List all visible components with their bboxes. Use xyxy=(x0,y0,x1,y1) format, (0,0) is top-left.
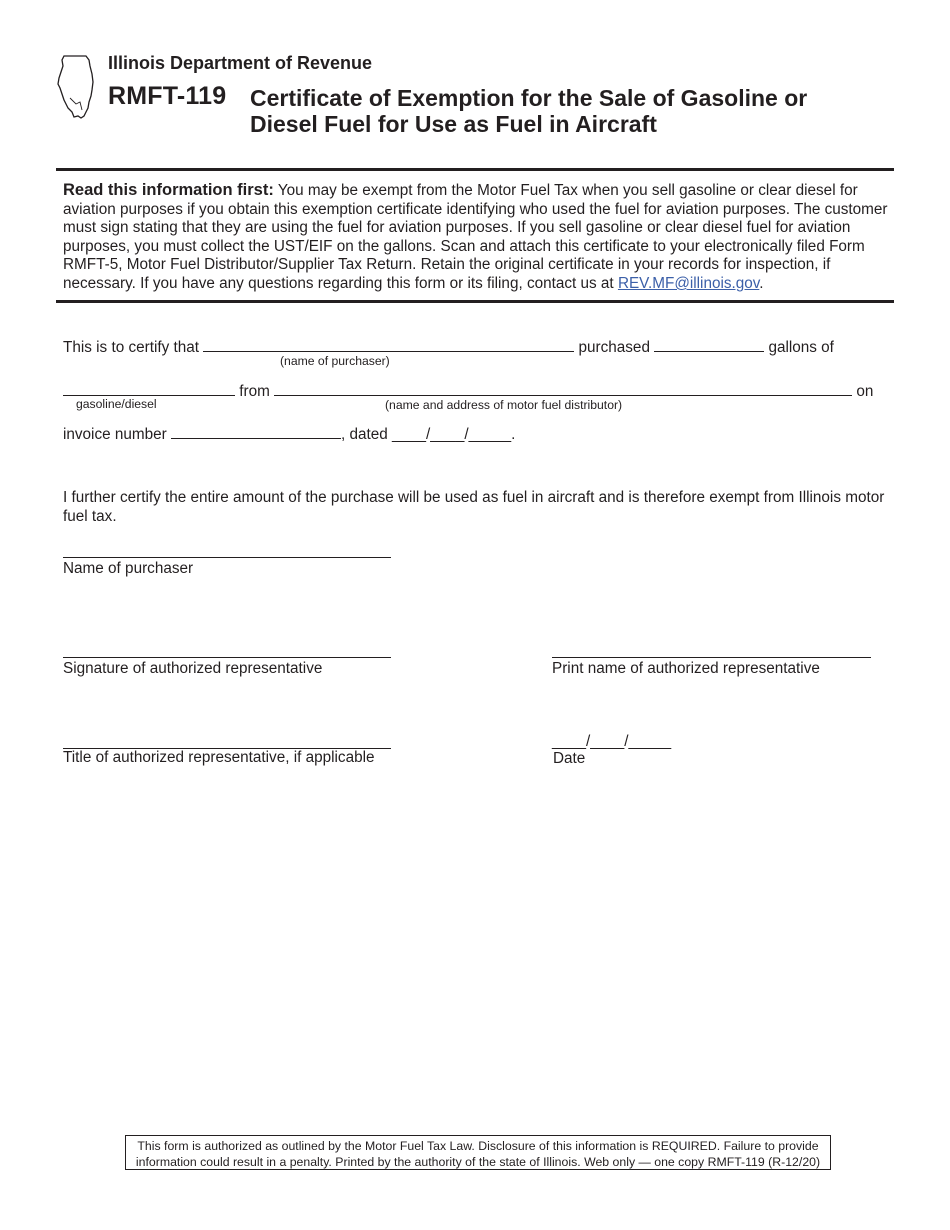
name-of-purchaser-label: Name of purchaser xyxy=(63,560,194,577)
certify-line-3 xyxy=(63,426,515,444)
email-link[interactable]: REV.MF@illinois.gov xyxy=(617,274,760,292)
title-label: Title of authorized representative, if applicable xyxy=(63,749,375,766)
signature-line[interactable] xyxy=(63,657,391,658)
certify-line-1 xyxy=(63,339,834,357)
invoice-label: invoice number xyxy=(63,426,167,443)
top-divider xyxy=(56,168,894,171)
date-label: Date xyxy=(553,750,586,767)
form-title-line-2: Diesel Fuel for Use as Fuel in Aircraft xyxy=(250,111,657,137)
distributor-field[interactable] xyxy=(274,383,852,396)
footer-line-1: This form is authorized as outlined by the Motor Fuel Tax Law. Disclosure of this information is REQUIRED. Failure to provide xyxy=(137,1139,819,1153)
dated-label[interactable]: , dated ____/____/_____. xyxy=(340,426,516,443)
gallons-of-label: gallons of xyxy=(768,339,834,356)
print-name-line[interactable] xyxy=(552,657,871,658)
on-label: on xyxy=(856,383,874,400)
legal-footer xyxy=(125,1135,831,1170)
from-label: from xyxy=(239,383,270,400)
distributor-caption: (name and address of motor fuel distributor) xyxy=(385,398,623,412)
instructions-paragraph xyxy=(63,181,898,294)
name-of-purchaser-line[interactable] xyxy=(63,557,391,558)
department-name: Illinois Department of Revenue xyxy=(108,53,373,73)
fuel-type-field[interactable] xyxy=(63,383,235,396)
instructions-body: You may be exempt from the Motor Fuel Tax when you sell gasoline or clear diesel for aviation purposes if you obtain this exemption certificate identifying who used the fuel for aviation purposes. The customer must sign stating that they are using the fuel for aviation purposes. If you sell gasoline or clear diesel fuel for aviation purposes, you must collect the UST/EIF on the gallons. Scan and attach this certificate to your electronically filed Form RMFT-5, Motor Fuel Distributor/Supplier Tax Return. Retain the original certificate in your records for inspection, if necessary. If you have any questions regarding this form or its filing, contact us at xyxy=(63,182,888,292)
bottom-divider xyxy=(56,300,894,303)
illinois-state-icon xyxy=(56,54,96,120)
print-name-label: Print name of authorized representative xyxy=(552,660,820,677)
instructions-end: . xyxy=(759,274,764,292)
purchaser-name-field[interactable] xyxy=(203,339,574,352)
exemption-statement: I further certify the entire amount of the purchase will be used as fuel in aircraft and is therefore exempt from Illinois motor fuel tax. xyxy=(63,489,885,525)
form-title xyxy=(250,85,807,137)
invoice-number-field[interactable] xyxy=(171,426,341,439)
form-title-line-1: Certificate of Exemption for the Sale of Gasoline or xyxy=(250,85,808,111)
purchaser-caption: (name of purchaser) xyxy=(280,354,390,368)
purchased-label: purchased xyxy=(578,339,650,356)
certify-prefix: This is to certify that xyxy=(63,339,200,356)
fuel-type-caption: gasoline/diesel xyxy=(76,397,157,411)
gallons-field[interactable] xyxy=(654,339,764,352)
date-field[interactable]: ____/____/_____ xyxy=(552,733,672,750)
footer-line-2: information could result in a penalty. Printed by the authority of the state of Illinois. Web only — one copy RMFT-119 (R-12/20) xyxy=(135,1154,821,1169)
form-number: RMFT-119 xyxy=(108,82,227,110)
signature-label: Signature of authorized representative xyxy=(63,660,323,677)
instructions-lead: Read this information first: xyxy=(63,181,274,199)
